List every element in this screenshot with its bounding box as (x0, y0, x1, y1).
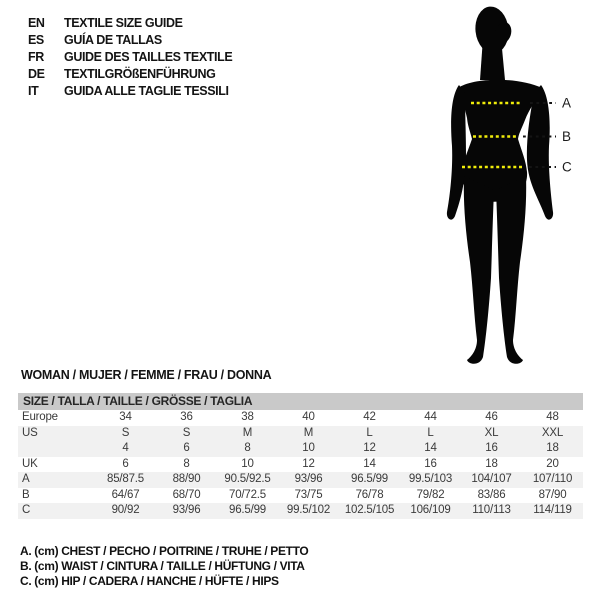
table-row-uk (18, 457, 583, 473)
size-table (18, 393, 583, 519)
table-cell: L (400, 426, 461, 442)
title-row-de (28, 66, 232, 83)
table-cell: 93/96 (156, 503, 217, 519)
table-cell: 48 (546, 411, 559, 423)
table-row-europe (18, 410, 583, 426)
table-cell: 110/113 (461, 503, 522, 519)
table-cell: 83/86 (477, 488, 506, 501)
title-row-es (28, 32, 232, 49)
table-cell: 46 (485, 411, 498, 423)
table-cell: XL (461, 426, 522, 442)
lang-title: GUIDE DES TAILLES TEXTILE (64, 50, 233, 64)
lang-title: GUÍA DE TALLAS (64, 33, 162, 47)
table-header-row (18, 393, 583, 410)
table-cell: 106/109 (400, 503, 461, 519)
table-cell: 8 (217, 441, 278, 457)
title-row-it (28, 83, 232, 100)
lang-code: IT (28, 84, 39, 98)
row-label (18, 441, 95, 457)
lang-title: TEXTILGRÖßENFÜHRUNG (64, 67, 216, 81)
table-cell: 44 (424, 411, 437, 423)
lang-code: FR (28, 50, 44, 64)
table-cell: 4 (95, 441, 156, 457)
table-cell: 64/67 (111, 488, 140, 501)
table-cell: 18 (485, 457, 498, 470)
row-label: A (18, 472, 95, 488)
table-cell: 14 (400, 441, 461, 457)
table-cell: 16 (424, 457, 437, 470)
title-row-fr (28, 49, 232, 66)
table-cell: 93/96 (278, 472, 339, 488)
table-cell: 16 (461, 441, 522, 457)
table-cell: 88/90 (156, 472, 217, 488)
table-cell: 36 (180, 411, 193, 423)
woman-silhouette (447, 5, 553, 364)
table-row-us-numeric (18, 441, 583, 457)
table-cell: 12 (339, 441, 400, 457)
table-cell: 104/107 (461, 472, 522, 488)
table-cell: 18 (522, 441, 583, 457)
table-cell: S (95, 426, 156, 442)
table-cell: 76/78 (355, 488, 384, 501)
table-cell: 34 (119, 411, 132, 423)
table-cell: 68/70 (172, 488, 201, 501)
row-label: B (22, 488, 30, 501)
table-cell: M (217, 426, 278, 442)
table-cell: M (278, 426, 339, 442)
legend-hip: C. (cm) HIP / CADERA / HANCHE / HÜFTE / HIPS (20, 574, 279, 588)
row-label: UK (22, 457, 38, 470)
table-cell: 6 (122, 457, 129, 470)
row-label: US (18, 426, 95, 442)
lang-code: DE (28, 67, 45, 81)
table-row-chest (18, 472, 583, 488)
table-cell: 10 (241, 457, 254, 470)
table-cell: 90/92 (95, 503, 156, 519)
row-label: Europe (22, 411, 58, 423)
table-cell: 90.5/92.5 (217, 472, 278, 488)
lang-code: ES (28, 33, 44, 47)
table-row-waist (18, 488, 583, 504)
legend-chest: A. (cm) CHEST / PECHO / POITRINE / TRUHE / PETTO (20, 544, 309, 558)
row-label: C (18, 503, 95, 519)
table-cell: 8 (183, 457, 190, 470)
table-cell: 38 (241, 411, 254, 423)
table-cell: 42 (363, 411, 376, 423)
table-cell: 107/110 (522, 472, 583, 488)
table-cell: 114/119 (522, 503, 583, 519)
table-cell: 10 (278, 441, 339, 457)
table-cell: 79/82 (416, 488, 445, 501)
measurement-legend (20, 544, 308, 589)
table-cell: 87/90 (538, 488, 567, 501)
lang-title: TEXTILE SIZE GUIDE (64, 16, 183, 30)
table-row-hip (18, 503, 583, 519)
table-cell: 6 (156, 441, 217, 457)
table-cell: 12 (302, 457, 315, 470)
table-cell: 70/72.5 (229, 488, 266, 501)
woman-silhouette-figure (400, 0, 600, 380)
table-cell: 20 (546, 457, 559, 470)
table-cell: 99.5/103 (400, 472, 461, 488)
table-cell: S (156, 426, 217, 442)
table-cell: L (339, 426, 400, 442)
table-row-us (18, 426, 583, 442)
table-cell: 99.5/102 (278, 503, 339, 519)
measure-label-b: B (562, 129, 572, 144)
table-cell: 14 (363, 457, 376, 470)
table-cell: 85/87.5 (95, 472, 156, 488)
lang-title: GUIDA ALLE TAGLIE TESSILI (64, 84, 229, 98)
section-heading: WOMAN / MUJER / FEMME / FRAU / DONNA (21, 368, 272, 382)
language-title-block (28, 15, 232, 100)
table-cell: 102.5/105 (339, 503, 400, 519)
measure-label-c: C (562, 159, 572, 175)
table-cell: 96.5/99 (217, 503, 278, 519)
measure-label-a: A (562, 95, 572, 111)
title-row-en (28, 15, 232, 32)
table-cell: XXL (522, 426, 583, 442)
table-cell: 40 (302, 411, 315, 423)
lang-code: EN (28, 16, 45, 30)
legend-waist: B. (cm) WAIST / CINTURA / TAILLE / HÜFTUNG / VITA (20, 559, 305, 573)
table-cell: 96.5/99 (339, 472, 400, 488)
table-header: SIZE / TALLA / TAILLE / GRÖSSE / TAGLIA (18, 393, 583, 410)
table-cell: 73/75 (294, 488, 323, 501)
